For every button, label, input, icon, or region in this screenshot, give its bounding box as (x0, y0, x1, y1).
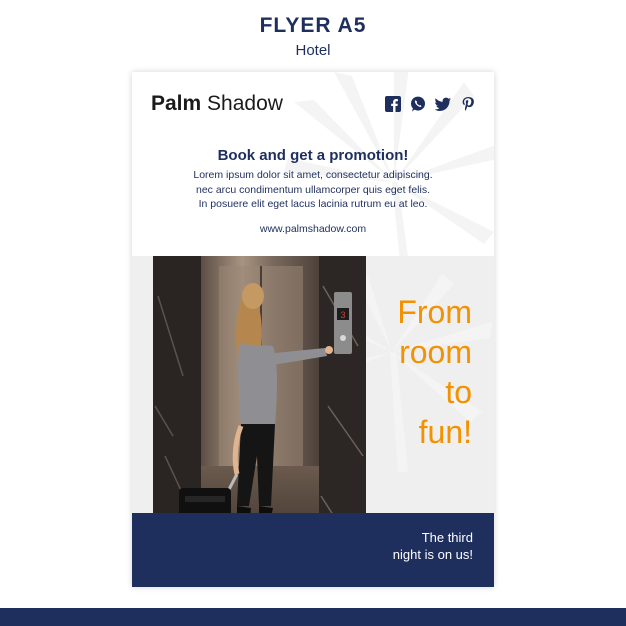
document-subtitle: Hotel (295, 42, 331, 59)
tagline-line-2: room (399, 334, 472, 370)
pinterest-icon[interactable] (460, 96, 476, 112)
flyer-page (132, 72, 494, 587)
facebook-icon[interactable] (385, 96, 401, 112)
tagline-line-1: From (397, 294, 472, 330)
social-icons (385, 96, 476, 112)
brand-name-bold: Palm (151, 92, 202, 115)
tagline-line-4: fun! (418, 414, 472, 450)
offer-line-1: The third (421, 530, 473, 545)
twitter-icon[interactable] (435, 96, 451, 112)
brand-logo (151, 92, 283, 116)
website-link[interactable]: www.palmshadow.com (259, 223, 367, 235)
footer-bar (0, 608, 626, 626)
promo-line-3: In posuere elit eget lacus lacinia rutrum eu at leo. (198, 198, 428, 210)
elevator-floor-number: 3 (340, 310, 346, 320)
tagline-line-3: to (445, 374, 472, 410)
tagline (397, 292, 472, 452)
promo-headline: Book and get a promotion! (217, 147, 409, 164)
promo-line-1: Lorem ipsum dolor sit amet, consectetur adipiscing. (193, 169, 433, 181)
whatsapp-icon[interactable] (410, 96, 426, 112)
promo-body-text (172, 168, 454, 212)
promo-line-2: nec arcu condimentum ullamcorper quis eget felis. (195, 183, 431, 196)
document-title: FLYER A5 (259, 14, 367, 37)
offer-text (393, 529, 473, 563)
offer-line-2: night is on us! (392, 547, 473, 562)
brand-name-light: Shadow (207, 92, 283, 115)
